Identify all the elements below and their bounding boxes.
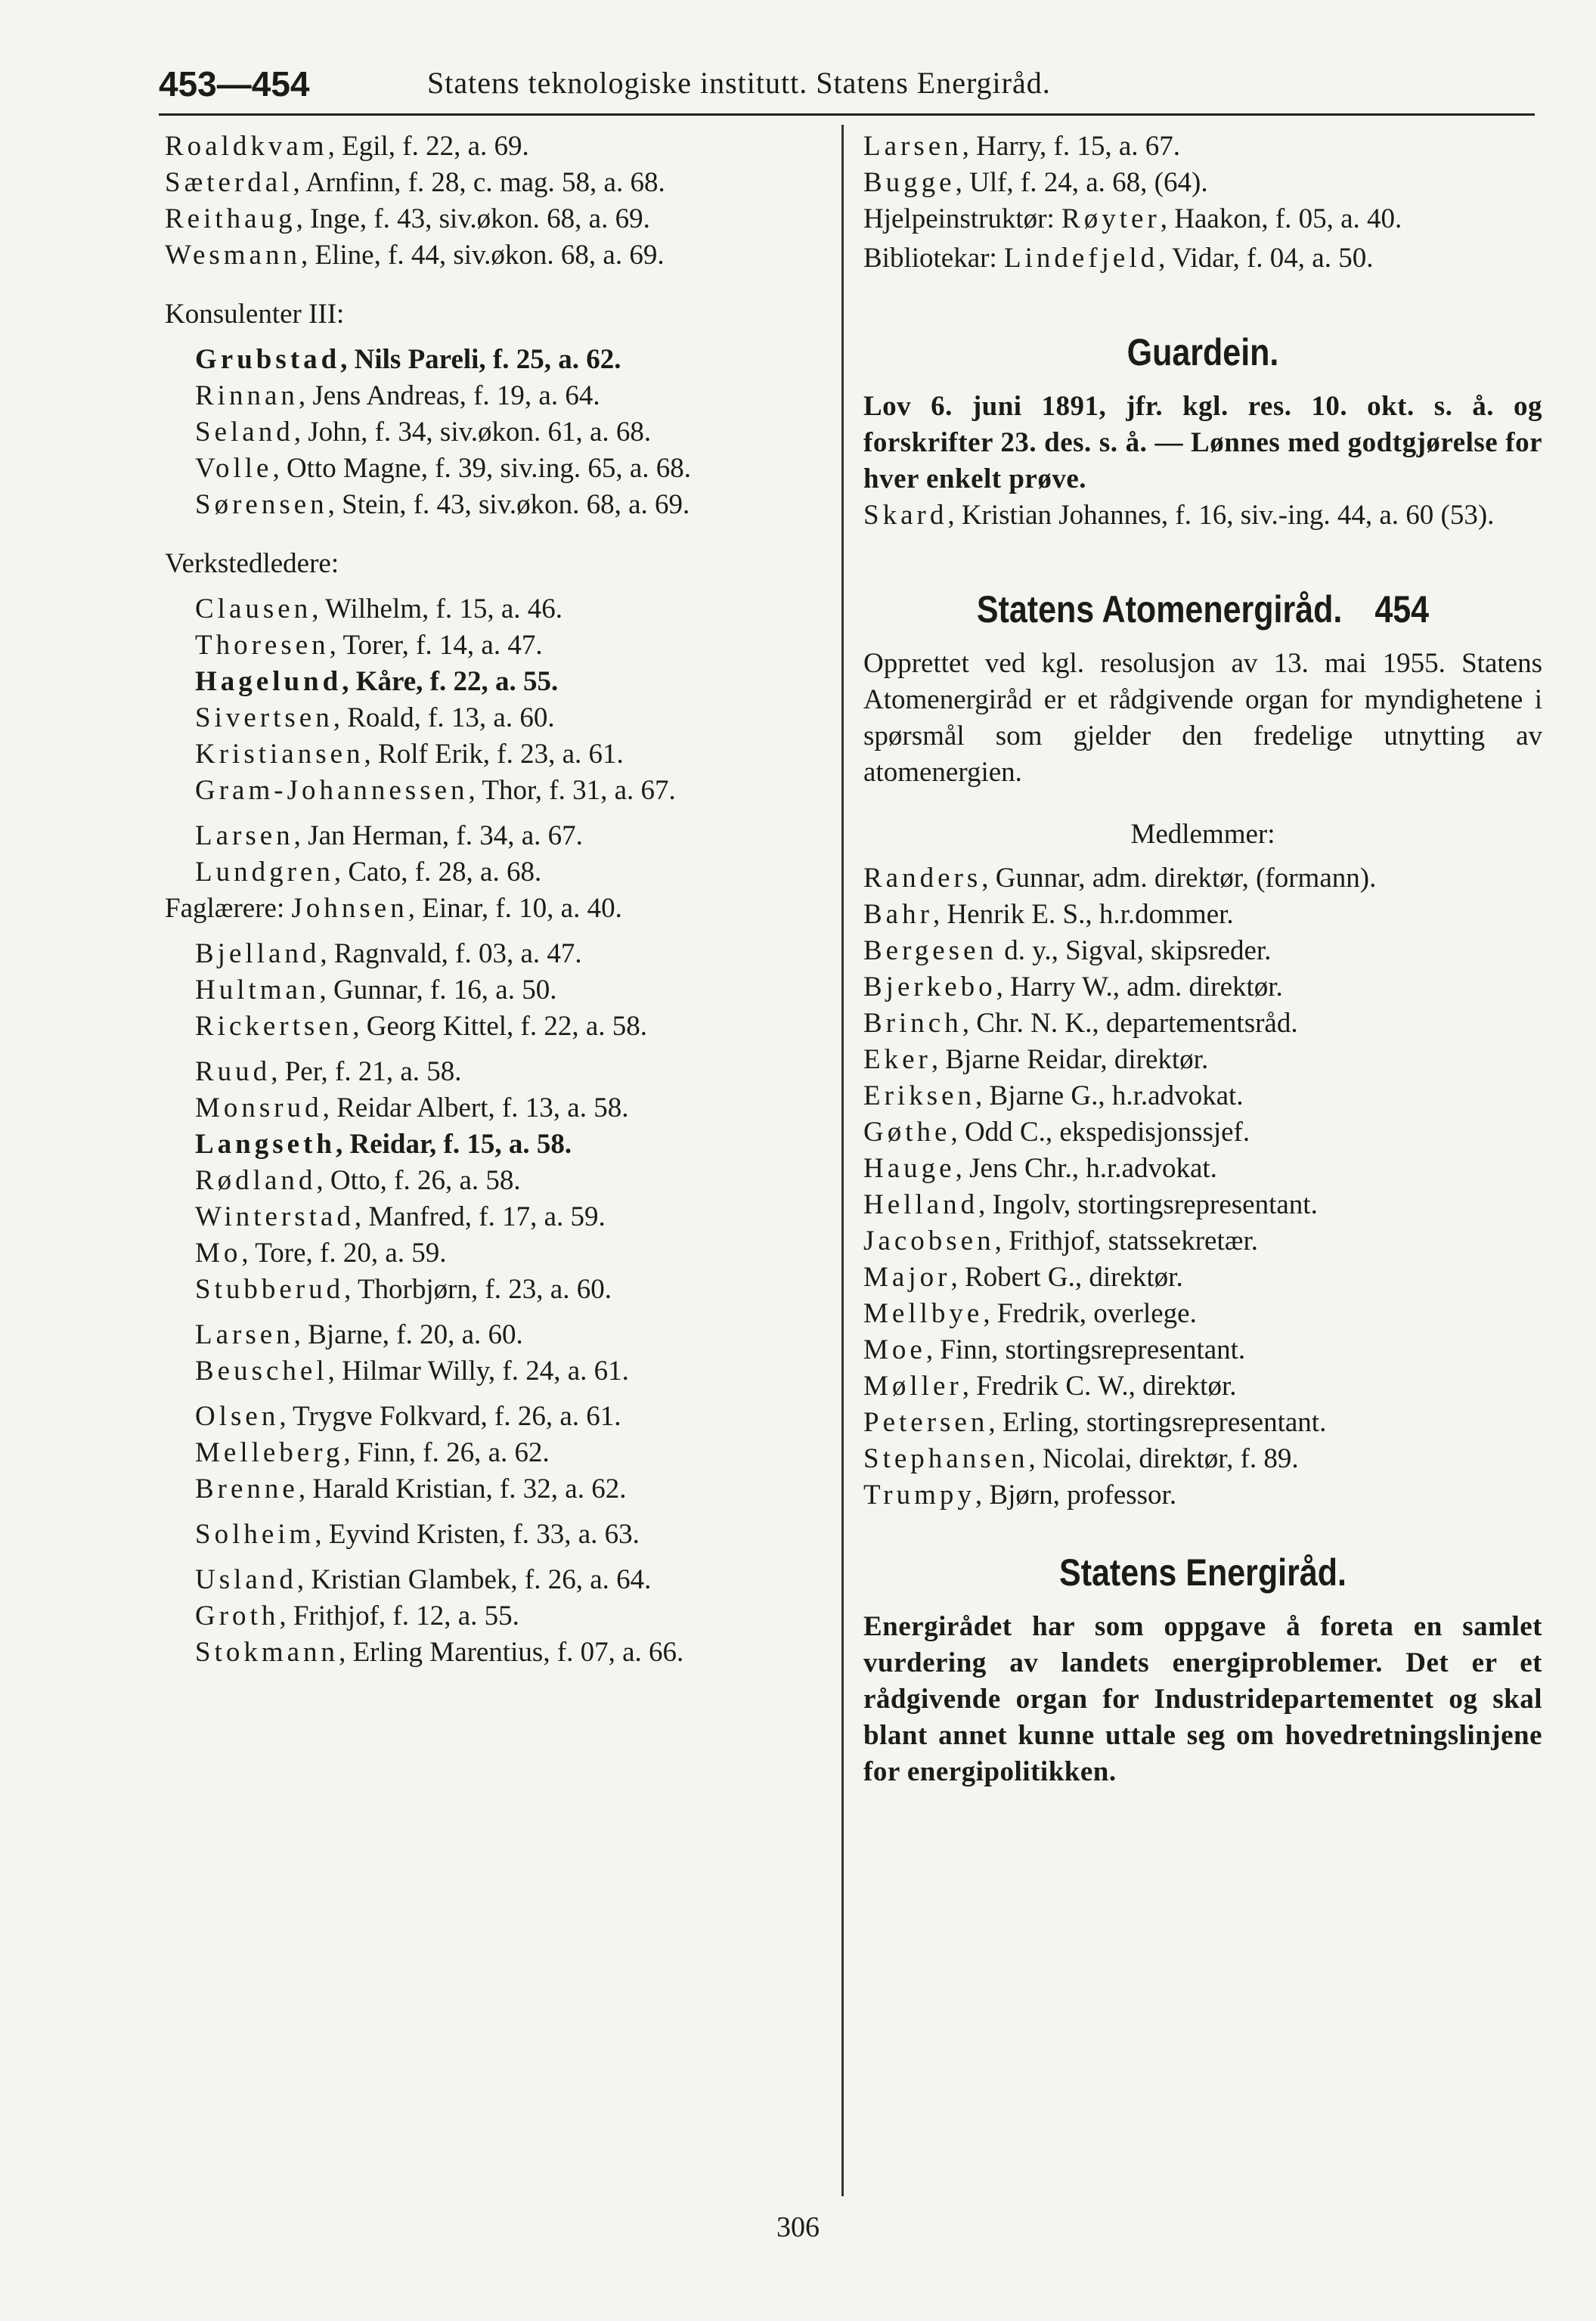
entry-name: Bugge <box>863 167 956 198</box>
entry <box>165 936 830 972</box>
entry-list-top-right <box>863 129 1542 201</box>
member-entry <box>863 1042 1542 1078</box>
entry-name: Ruud <box>195 1056 271 1087</box>
entry-name: Helland <box>863 1189 979 1220</box>
member-entry <box>863 1368 1542 1405</box>
entry <box>165 129 830 165</box>
entry-details: , Jens Andreas, f. 19, a. 64. <box>298 380 600 411</box>
entry-name: Volle <box>195 453 273 484</box>
entry-name: Larsen <box>863 131 962 162</box>
entry-name: Eriksen <box>863 1080 976 1111</box>
konsulenter-list <box>165 342 830 523</box>
atom-title <box>911 587 1495 632</box>
entry-details: , Hilmar Willy, f. 24, a. 61. <box>327 1356 629 1387</box>
member-entry <box>863 1223 1542 1260</box>
entry-details: , Finn, f. 26, a. 62. <box>343 1437 550 1468</box>
page-header <box>159 53 1535 116</box>
entry <box>165 1471 830 1508</box>
entry <box>165 342 830 378</box>
entry-details: , Erling, stortingsrepresentant. <box>988 1407 1327 1438</box>
entry-name: Beuschel <box>195 1356 328 1387</box>
entry-name: Winterstad <box>195 1201 355 1232</box>
page-number: 306 <box>776 2211 820 2243</box>
entry-details: , Kåre, f. 22, a. 55. <box>342 666 559 697</box>
faglaerere-first-entry <box>165 891 830 927</box>
entry-name: Sæterdal <box>165 167 293 198</box>
verksted-label: Verkstedledere: <box>165 548 339 579</box>
entry-name: Clausen <box>195 593 312 624</box>
entry-name: Lindefjeld <box>1004 243 1159 274</box>
entry-details: , Stein, f. 43, siv.økon. 68, a. 69. <box>327 489 690 520</box>
hjelpeinstruktor-label: Hjelpeinstruktør: <box>863 203 1055 234</box>
entry <box>165 700 830 736</box>
verksted-list <box>165 591 830 891</box>
entry-name: Lundgren <box>195 857 334 888</box>
entry-details: , Thor, f. 31, a. 67. <box>468 775 676 806</box>
entry-name: Eker <box>863 1044 931 1075</box>
entry <box>165 773 830 809</box>
entry <box>165 237 830 274</box>
entry <box>165 201 830 237</box>
entry-details: , Per, f. 21, a. 58. <box>271 1056 462 1087</box>
atom-text: Opprettet ved kgl. resolusjon av 13. mai 1955. Statens Atomenergiråd er et rådgivende organ for myndighetene i spørsmål som gjelder den fredelige utnytting av atomenergien. <box>863 648 1542 788</box>
entry <box>165 818 830 854</box>
entry-details: , Inge, f. 43, siv.økon. 68, a. 69. <box>296 203 650 234</box>
entry <box>863 129 1542 165</box>
entry-name: Olsen <box>195 1401 280 1432</box>
entry <box>165 736 830 773</box>
entry <box>165 1317 830 1353</box>
entry-name: Gram-Johannessen <box>195 775 469 806</box>
entry-details: , Tore, f. 20, a. 59. <box>241 1238 447 1269</box>
member-entry <box>863 1441 1542 1477</box>
faglaerere-label: Faglærere: <box>165 893 285 924</box>
atom-section-number: 454 <box>1374 588 1430 631</box>
entry-details: , Otto Magne, f. 39, siv.ing. 65, a. 68. <box>272 453 692 484</box>
member-entry <box>863 1114 1542 1151</box>
member-entry <box>863 1078 1542 1114</box>
entry <box>165 1090 830 1126</box>
entry-name: Groth <box>195 1601 280 1632</box>
entry-details: , Frithjof, f. 12, a. 55. <box>279 1601 519 1632</box>
entry-details: , Kristian Glambek, f. 26, a. 64. <box>296 1564 652 1595</box>
member-entry <box>863 1477 1542 1514</box>
entry-name: Larsen <box>195 820 294 851</box>
entry-name: Brenne <box>195 1473 299 1504</box>
entry-details: , Thorbjørn, f. 23, a. 60. <box>344 1274 612 1305</box>
entry-name: Johnsen <box>291 893 408 924</box>
entry-name: Rinnan <box>195 380 299 411</box>
entry <box>165 1562 830 1598</box>
entry-details: , Nicolai, direktør, f. 89. <box>1028 1443 1299 1474</box>
members-list <box>863 860 1542 1514</box>
entry <box>165 487 830 523</box>
entry-details: , Bjørn, professor. <box>975 1480 1177 1511</box>
entry <box>863 497 1542 534</box>
entry-name: Hauge <box>863 1153 956 1184</box>
atom-title-text: Statens Atomenergiråd. <box>976 588 1343 631</box>
entry <box>165 1399 830 1435</box>
faglaerere-list <box>165 936 830 1671</box>
header-page-range: 453—454 <box>159 64 310 104</box>
entry <box>165 1272 830 1308</box>
entry <box>165 664 830 700</box>
entry <box>165 591 830 628</box>
entry <box>165 854 830 891</box>
entry-name: Petersen <box>863 1407 989 1438</box>
entry-name: Skard <box>863 500 948 531</box>
entry-name: Larsen <box>195 1319 294 1350</box>
member-entry <box>863 1187 1542 1223</box>
entry <box>165 1435 830 1471</box>
right-column <box>863 129 1542 1790</box>
entry <box>165 378 830 414</box>
guardein-section <box>863 330 1542 534</box>
entry-name: Rickertsen <box>195 1011 353 1042</box>
entry-name: Reithaug <box>165 203 296 234</box>
energi-section <box>863 1550 1542 1790</box>
entry-details: , Egil, f. 22, a. 69. <box>327 131 529 162</box>
entry-name: Mo <box>195 1238 242 1269</box>
entry <box>165 628 830 664</box>
entry-details: , Eline, f. 44, siv.økon. 68, a. 69. <box>300 240 665 271</box>
atom-section <box>863 587 1542 1514</box>
entry-name: Roaldkvam <box>165 131 328 162</box>
guardein-title: Guardein. <box>1126 331 1279 373</box>
energi-text: Energirådet har som oppgave å foreta en samlet vurdering av landets energiproblemer. Det er et rådgivende organ for Industridepartementet og skal blant annet kunne uttale seg om hovedretningslinjene for energipolitikken. <box>863 1611 1542 1787</box>
entry-details: , Reidar, f. 15, a. 58. <box>335 1129 572 1160</box>
entry-details: , Wilhelm, f. 15, a. 46. <box>311 593 563 624</box>
entry-name: Monsrud <box>195 1092 323 1123</box>
entry-name: Moe <box>863 1334 926 1365</box>
entry-details: , Roald, f. 13, a. 60. <box>333 702 555 733</box>
member-entry <box>863 969 1542 1006</box>
entry-details: , Fredrik C. W., direktør. <box>962 1371 1237 1402</box>
entry-details: , Fredrik, overlege. <box>983 1298 1197 1329</box>
entry-name: Stubberud <box>195 1274 345 1305</box>
guardein-text: Lov 6. juni 1891, jfr. kgl. res. 10. okt. s. å. og forskrifter 23. des. s. å. — Lønnes med godtgjørelse for hver enkelt prøve. <box>863 391 1542 494</box>
entry <box>165 1009 830 1045</box>
column-divider <box>841 125 844 2196</box>
entry-details: , John, f. 34, siv.økon. 61, a. 68. <box>293 417 652 448</box>
bibliotekar-label: Bibliotekar: <box>863 243 997 274</box>
entry-name: Sørensen <box>195 489 328 520</box>
entry-details: , Jens Chr., h.r.advokat. <box>955 1153 1217 1184</box>
entry-details: , Bjarne, f. 20, a. 60. <box>293 1319 523 1350</box>
entry-name: Kristiansen <box>195 739 364 770</box>
member-entry <box>863 1332 1542 1368</box>
entry-details: , Georg Kittel, f. 22, a. 58. <box>352 1011 648 1042</box>
entry-details: , Chr. N. K., departementsråd. <box>962 1008 1298 1039</box>
entry-name: Stephansen <box>863 1443 1029 1474</box>
entry-name: Solheim <box>195 1519 315 1550</box>
entry <box>165 414 830 451</box>
konsulenter-label: Konsulenter III: <box>165 299 345 330</box>
entry <box>165 451 830 487</box>
entry <box>863 165 1542 201</box>
entry <box>165 1517 830 1553</box>
medlemmer-label: Medlemmer: <box>1130 819 1275 850</box>
entry-name: Langseth <box>195 1129 336 1160</box>
member-entry <box>863 1296 1542 1332</box>
entry-name: Rødland <box>195 1165 317 1196</box>
entry-details: , Reidar Albert, f. 13, a. 58. <box>322 1092 629 1123</box>
entry-details: , Gunnar, f. 16, a. 50. <box>319 975 557 1006</box>
entry-details: , Haakon, f. 05, a. 40. <box>1160 203 1402 234</box>
entry-details: , Eyvind Kristen, f. 33, a. 63. <box>315 1519 640 1550</box>
entry-name: Bahr <box>863 899 933 930</box>
entry-details: , Manfred, f. 17, a. 59. <box>354 1201 606 1232</box>
entry <box>165 972 830 1009</box>
entry-details: , Harry, f. 15, a. 67. <box>962 131 1181 162</box>
entry-name: Røyter <box>1061 203 1161 234</box>
header-title: Statens teknologiske institutt. Statens Energiråd. <box>427 66 1051 100</box>
left-column <box>165 129 830 1671</box>
member-entry <box>863 897 1542 933</box>
member-entry <box>863 1151 1542 1187</box>
entry-details: , Einar, f. 10, a. 40. <box>408 893 622 924</box>
entry-name: Seland <box>195 417 294 448</box>
hjelpeinstruktor-entry <box>863 201 1542 237</box>
entry-details: , Nils Pareli, f. 25, a. 62. <box>340 344 621 375</box>
entry <box>165 1598 830 1635</box>
entry-name: Trumpy <box>863 1480 975 1511</box>
entry-name: Møller <box>863 1371 962 1402</box>
entry-details: , Bjarne Reidar, direktør. <box>931 1044 1209 1075</box>
entry <box>165 1235 830 1272</box>
entry-details: , Ragnvald, f. 03, a. 47. <box>320 938 582 969</box>
entry-details: , Cato, f. 28, a. 68. <box>333 857 542 888</box>
entry <box>165 1126 830 1163</box>
entry-details: , Kristian Johannes, f. 16, siv.-ing. 44, a. 60 (53). <box>947 500 1495 531</box>
entry <box>165 1054 830 1090</box>
member-entry <box>863 1260 1542 1296</box>
entry <box>165 1199 830 1235</box>
entry-details: , Vidar, f. 04, a. 50. <box>1158 243 1374 274</box>
entry-name: Randers <box>863 863 982 894</box>
entry-name: Bergesen <box>863 935 997 966</box>
entry-details: , Harald Kristian, f. 32, a. 62. <box>298 1473 627 1504</box>
entry-details: , Ulf, f. 24, a. 68, (64). <box>955 167 1208 198</box>
entry-name: Usland <box>195 1564 297 1595</box>
entry-details: , Arnfinn, f. 28, c. mag. 58, a. 68. <box>293 167 665 198</box>
bibliotekar-entry <box>863 240 1542 277</box>
entry <box>165 165 830 201</box>
entry-details: , Henrik E. S., h.r.dommer. <box>932 899 1234 930</box>
entry <box>165 1353 830 1390</box>
entry-details: , Odd C., ekspedisjonssjef. <box>950 1117 1250 1148</box>
entry-name: Hagelund <box>195 666 342 697</box>
entry-details: , Frithjof, statssekretær. <box>994 1226 1258 1257</box>
entry-name: Jacobsen <box>863 1226 995 1257</box>
entry-name: Sivertsen <box>195 702 333 733</box>
entry-details: , Jan Herman, f. 34, a. 67. <box>293 820 583 851</box>
entry-details: , Trygve Folkvard, f. 26, a. 61. <box>279 1401 621 1432</box>
entry-name: Bjelland <box>195 938 321 969</box>
entry-name: Gøthe <box>863 1117 951 1148</box>
entry-details: , Otto, f. 26, a. 58. <box>316 1165 521 1196</box>
entry-name: Brinch <box>863 1008 962 1039</box>
entry-name: Thoresen <box>195 630 330 661</box>
entry-details: , Ingolv, stortingsrepresentant. <box>978 1189 1318 1220</box>
entry-name: Bjerkebo <box>863 971 996 1002</box>
entry-details: , Torer, f. 14, a. 47. <box>329 630 543 661</box>
entry-list-top <box>165 129 830 274</box>
entry-details: , Erling Marentius, f. 07, a. 66. <box>339 1637 684 1668</box>
entry-name: Major <box>863 1262 951 1293</box>
entry-name: Melleberg <box>195 1437 344 1468</box>
member-entry <box>863 1006 1542 1042</box>
entry-details: , Bjarne G., h.r.advokat. <box>975 1080 1244 1111</box>
entry-name: Mellbye <box>863 1298 984 1329</box>
entry-details: , Gunnar, adm. direktør, (formann). <box>981 863 1377 894</box>
entry-name: Stokmann <box>195 1637 339 1668</box>
member-entry <box>863 860 1542 897</box>
entry-name: Hultman <box>195 975 320 1006</box>
entry <box>165 1635 830 1671</box>
member-entry <box>863 1405 1542 1441</box>
entry-details: , Rolf Erik, f. 23, a. 61. <box>364 739 624 770</box>
entry <box>165 1163 830 1199</box>
energi-title: Statens Energiråd. <box>1059 1551 1347 1594</box>
entry-name: Grubstad <box>195 344 341 375</box>
entry-details: , Robert G., direktør. <box>950 1262 1183 1293</box>
member-entry <box>863 933 1542 969</box>
entry-name: Wesmann <box>165 240 301 271</box>
entry-details: d. y., Sigval, skipsreder. <box>997 935 1272 966</box>
entry-details: , Finn, stortingsrepresentant. <box>925 1334 1246 1365</box>
entry-details: , Harry W., adm. direktør. <box>996 971 1283 1002</box>
